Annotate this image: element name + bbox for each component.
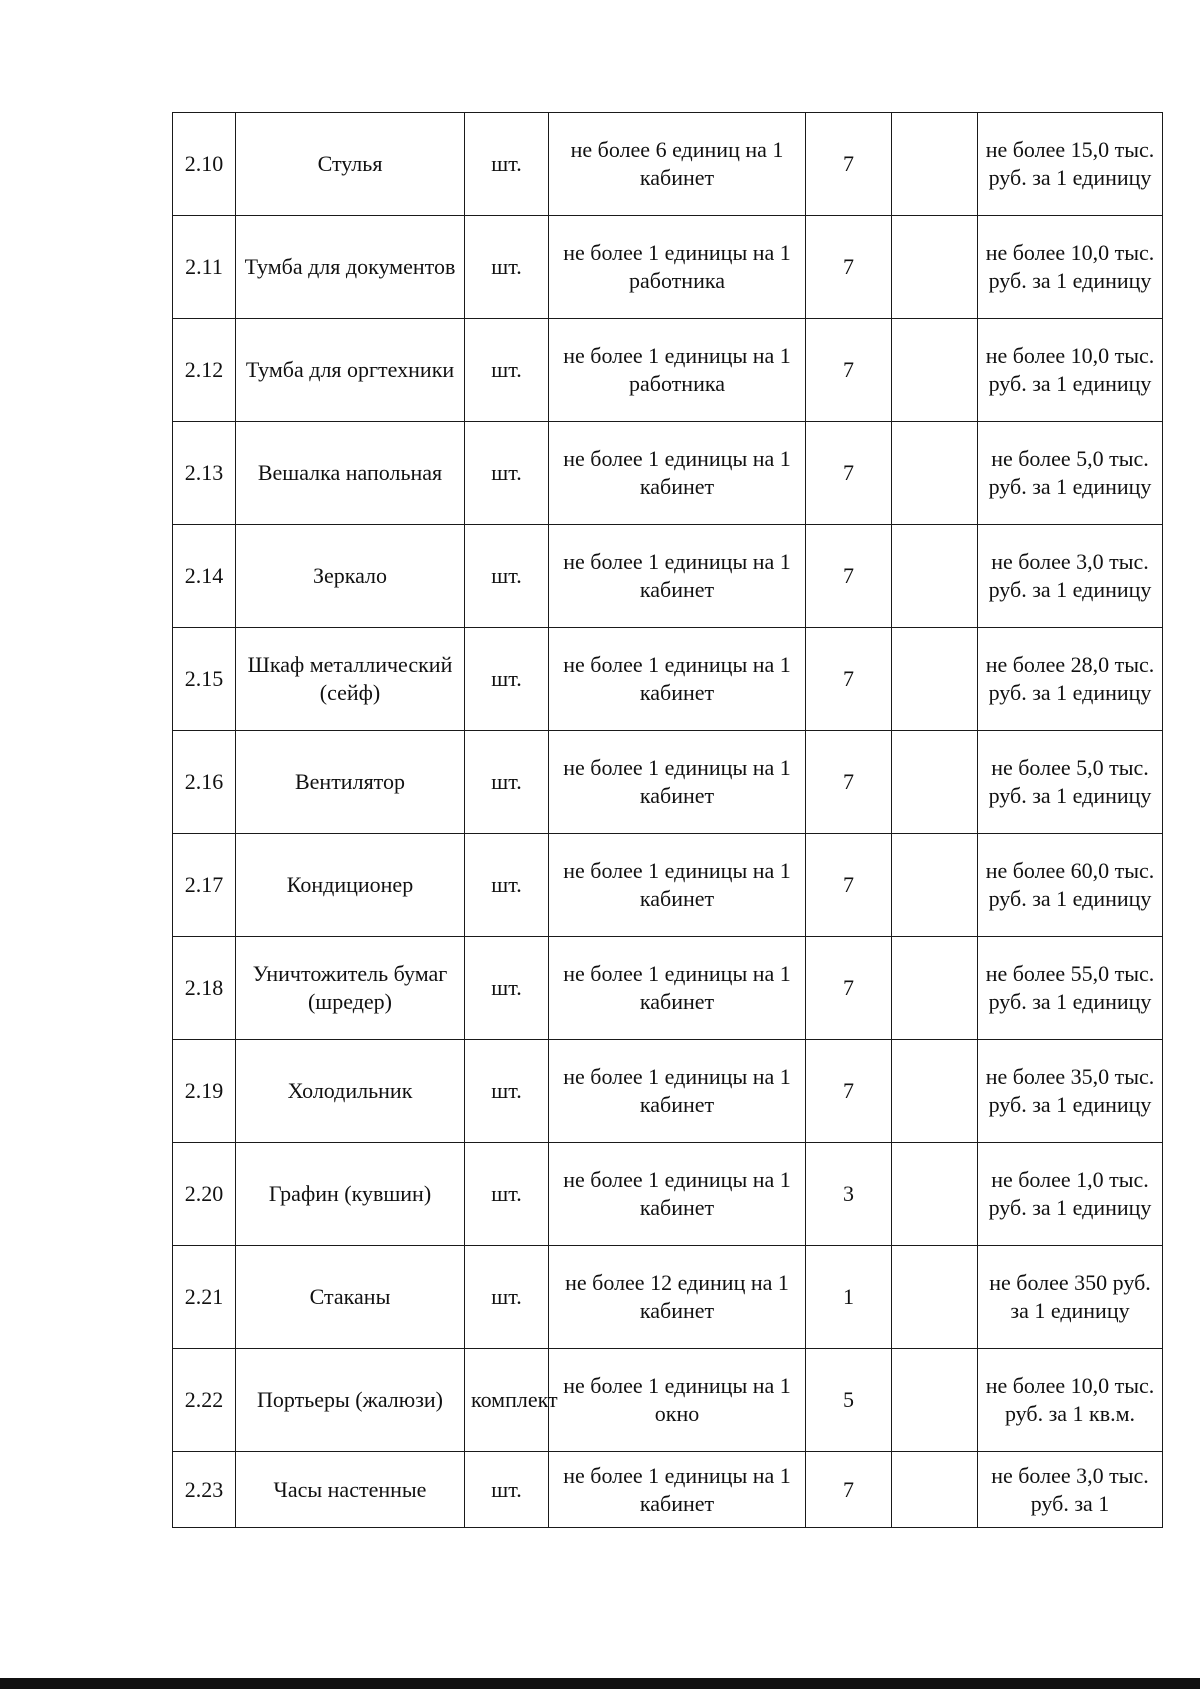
- cell-quantity-norm: не более 12 единиц на 1 кабинет: [549, 1246, 806, 1349]
- table-row: [173, 1143, 1163, 1246]
- table-row: [173, 319, 1163, 422]
- cell-price-limit: не более 15,0 тыс. руб. за 1 единицу: [978, 113, 1163, 216]
- cell-unit: комплект: [465, 1349, 549, 1452]
- table-body: [173, 113, 1163, 1528]
- cell-empty: [892, 113, 978, 216]
- cell-quantity-norm: не более 1 единицы на 1 работника: [549, 319, 806, 422]
- cell-item-name: Холодильник: [236, 1040, 465, 1143]
- cell-quantity-norm: не более 1 единицы на 1 кабинет: [549, 937, 806, 1040]
- cell-number: 2.18: [173, 937, 236, 1040]
- cell-unit: шт.: [465, 422, 549, 525]
- bottom-border-line: [0, 1678, 1200, 1689]
- cell-quantity-norm: не более 1 единицы на 1 кабинет: [549, 834, 806, 937]
- cell-empty: [892, 628, 978, 731]
- cell-number: 2.17: [173, 834, 236, 937]
- cell-service-life: 7: [806, 422, 892, 525]
- cell-service-life: 7: [806, 525, 892, 628]
- cell-number: 2.16: [173, 731, 236, 834]
- cell-item-name: Уничтожитель бумаг (шредер): [236, 937, 465, 1040]
- cell-price-limit: не более 60,0 тыс. руб. за 1 единицу: [978, 834, 1163, 937]
- cell-empty: [892, 422, 978, 525]
- cell-service-life: 7: [806, 1040, 892, 1143]
- cell-empty: [892, 525, 978, 628]
- cell-service-life: 5: [806, 1349, 892, 1452]
- cell-unit: шт.: [465, 628, 549, 731]
- cell-price-limit: не более 10,0 тыс. руб. за 1 кв.м.: [978, 1349, 1163, 1452]
- cell-item-name: Вентилятор: [236, 731, 465, 834]
- cell-item-name: Кондиционер: [236, 834, 465, 937]
- cell-item-name: Стулья: [236, 113, 465, 216]
- cell-item-name: Портьеры (жалюзи): [236, 1349, 465, 1452]
- cell-price-limit: не более 1,0 тыс. руб. за 1 единицу: [978, 1143, 1163, 1246]
- cell-price-limit: не более 10,0 тыс. руб. за 1 единицу: [978, 216, 1163, 319]
- cell-price-limit: не более 3,0 тыс. руб. за 1: [978, 1452, 1163, 1528]
- table-row: [173, 937, 1163, 1040]
- cell-number: 2.21: [173, 1246, 236, 1349]
- cell-price-limit: не более 350 руб. за 1 единицу: [978, 1246, 1163, 1349]
- cell-empty: [892, 1349, 978, 1452]
- cell-service-life: 7: [806, 216, 892, 319]
- cell-empty: [892, 1452, 978, 1528]
- cell-item-name: Тумба для оргтехники: [236, 319, 465, 422]
- cell-price-limit: не более 3,0 тыс. руб. за 1 единицу: [978, 525, 1163, 628]
- cell-price-limit: не более 5,0 тыс. руб. за 1 единицу: [978, 422, 1163, 525]
- cell-unit: шт.: [465, 319, 549, 422]
- cell-quantity-norm: не более 1 единицы на 1 кабинет: [549, 628, 806, 731]
- cell-service-life: 7: [806, 1452, 892, 1528]
- table-row: [173, 628, 1163, 731]
- cell-unit: шт.: [465, 1246, 549, 1349]
- cell-service-life: 7: [806, 628, 892, 731]
- cell-item-name: Часы настенные: [236, 1452, 465, 1528]
- cell-empty: [892, 319, 978, 422]
- cell-number: 2.11: [173, 216, 236, 319]
- cell-empty: [892, 1246, 978, 1349]
- cell-service-life: 7: [806, 113, 892, 216]
- cell-item-name: Вешалка напольная: [236, 422, 465, 525]
- cell-service-life: 7: [806, 937, 892, 1040]
- cell-quantity-norm: не более 1 единицы на 1 кабинет: [549, 1143, 806, 1246]
- cell-quantity-norm: не более 1 единицы на 1 работника: [549, 216, 806, 319]
- cell-unit: шт.: [465, 1452, 549, 1528]
- cell-price-limit: не более 28,0 тыс. руб. за 1 единицу: [978, 628, 1163, 731]
- cell-quantity-norm: не более 1 единицы на 1 окно: [549, 1349, 806, 1452]
- cell-item-name: Шкаф металлический (сейф): [236, 628, 465, 731]
- cell-unit: шт.: [465, 216, 549, 319]
- cell-unit: шт.: [465, 525, 549, 628]
- cell-empty: [892, 1143, 978, 1246]
- cell-number: 2.19: [173, 1040, 236, 1143]
- cell-service-life: 7: [806, 731, 892, 834]
- cell-price-limit: не более 55,0 тыс. руб. за 1 единицу: [978, 937, 1163, 1040]
- cell-number: 2.14: [173, 525, 236, 628]
- table-row: [173, 834, 1163, 937]
- cell-item-name: Зеркало: [236, 525, 465, 628]
- cell-unit: шт.: [465, 1143, 549, 1246]
- table-row: [173, 216, 1163, 319]
- cell-number: 2.23: [173, 1452, 236, 1528]
- cell-quantity-norm: не более 1 единицы на 1 кабинет: [549, 1040, 806, 1143]
- cell-unit: шт.: [465, 1040, 549, 1143]
- cell-item-name: Стаканы: [236, 1246, 465, 1349]
- cell-number: 2.10: [173, 113, 236, 216]
- cell-number: 2.12: [173, 319, 236, 422]
- cell-number: 2.20: [173, 1143, 236, 1246]
- table-row: [173, 525, 1163, 628]
- cell-price-limit: не более 5,0 тыс. руб. за 1 единицу: [978, 731, 1163, 834]
- cell-number: 2.15: [173, 628, 236, 731]
- cell-unit: шт.: [465, 834, 549, 937]
- cell-empty: [892, 1040, 978, 1143]
- cell-quantity-norm: не более 1 единицы на 1 кабинет: [549, 731, 806, 834]
- cell-empty: [892, 834, 978, 937]
- table-row: [173, 731, 1163, 834]
- cell-service-life: 3: [806, 1143, 892, 1246]
- norms-table: [172, 112, 1163, 1528]
- table-row: [173, 1349, 1163, 1452]
- table-row: [173, 422, 1163, 525]
- cell-unit: шт.: [465, 113, 549, 216]
- cell-item-name: Графин (кувшин): [236, 1143, 465, 1246]
- cell-quantity-norm: не более 6 единиц на 1 кабинет: [549, 113, 806, 216]
- cell-service-life: 1: [806, 1246, 892, 1349]
- cell-number: 2.22: [173, 1349, 236, 1452]
- cell-quantity-norm: не более 1 единицы на 1 кабинет: [549, 525, 806, 628]
- table-row: [173, 1040, 1163, 1143]
- cell-price-limit: не более 35,0 тыс. руб. за 1 единицу: [978, 1040, 1163, 1143]
- cell-quantity-norm: не более 1 единицы на 1 кабинет: [549, 422, 806, 525]
- table-row: [173, 1452, 1163, 1528]
- table-row: [173, 1246, 1163, 1349]
- cell-quantity-norm: не более 1 единицы на 1 кабинет: [549, 1452, 806, 1528]
- cell-empty: [892, 731, 978, 834]
- cell-service-life: 7: [806, 834, 892, 937]
- cell-price-limit: не более 10,0 тыс. руб. за 1 единицу: [978, 319, 1163, 422]
- cell-unit: шт.: [465, 937, 549, 1040]
- cell-empty: [892, 937, 978, 1040]
- cell-empty: [892, 216, 978, 319]
- table-row: [173, 113, 1163, 216]
- cell-item-name: Тумба для документов: [236, 216, 465, 319]
- cell-number: 2.13: [173, 422, 236, 525]
- cell-unit: шт.: [465, 731, 549, 834]
- cell-service-life: 7: [806, 319, 892, 422]
